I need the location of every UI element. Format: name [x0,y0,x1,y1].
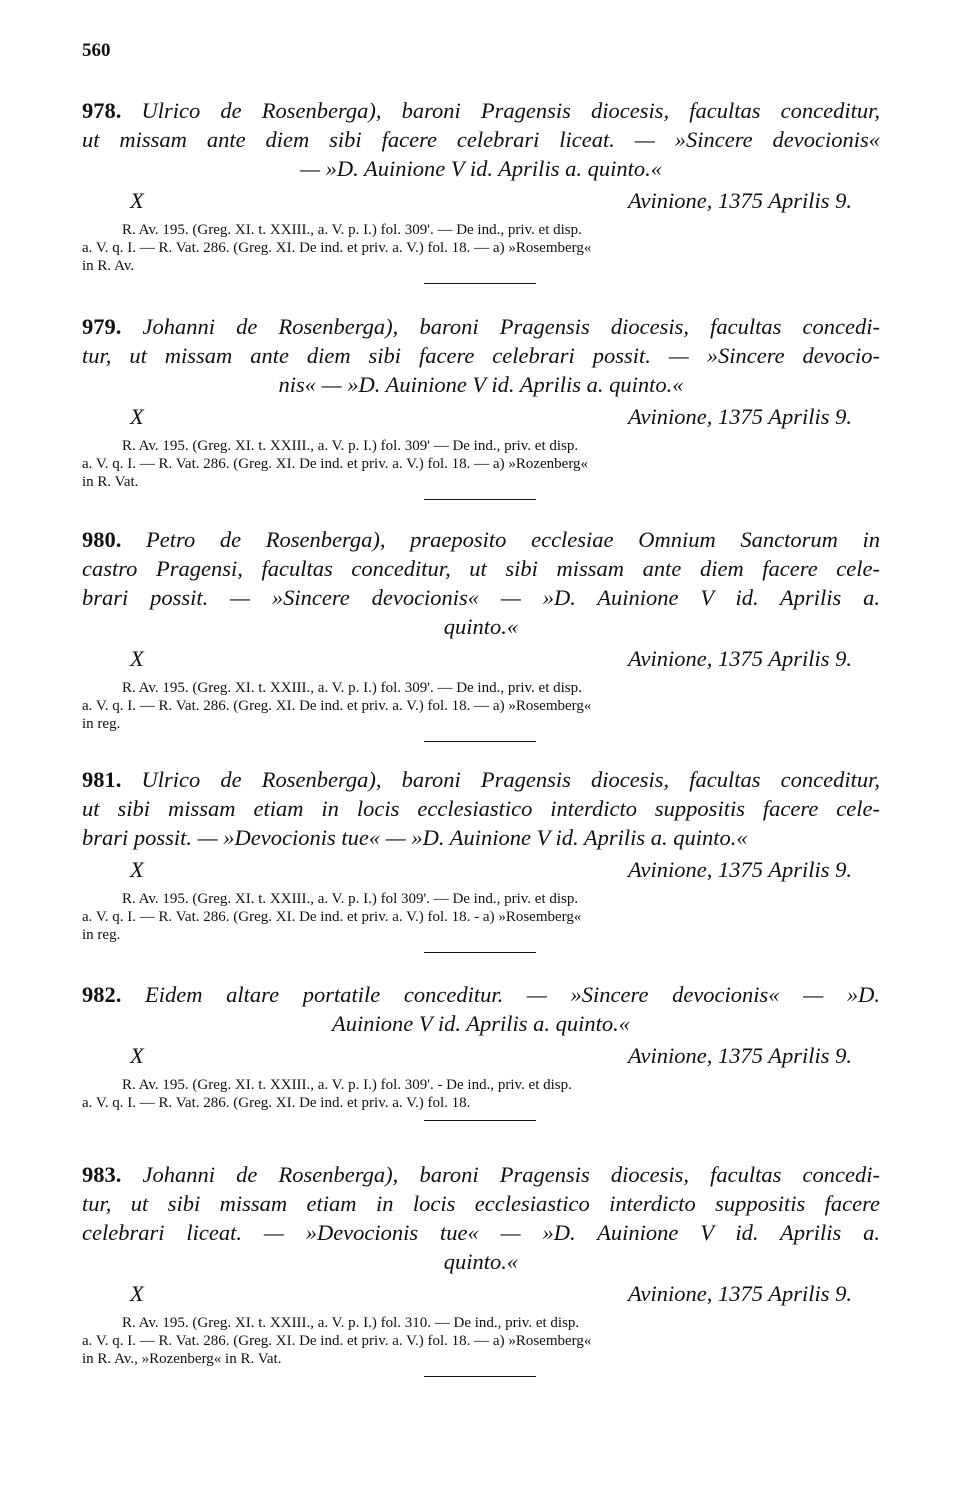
entry [82,525,880,742]
entry [82,765,880,953]
entry-note-line: R. Av. 195. (Greg. XI. t. XXIII., a. V. p. I.) fol. 309'. - De ind., priv. et disp. [122,1077,572,1093]
separator-rule [424,1376,536,1377]
entry-notes [82,890,880,944]
entry-text: ut missam ante diem sibi facere celebrari liceat. — »Sincere devocionis« [82,127,880,152]
entry-text: Johanni de Rosenberga), baroni Pragensis diocesis, facultas concedi- [142,314,881,339]
entry-centered-line: nis« — »D. Auinione V id. Aprilis a. quinto.« [278,372,684,397]
entry-centered-line: quinto.« [443,1249,519,1274]
entry-text: ut sibi missam etiam in locis ecclesiastico interdicto suppositis facere cele- [82,796,880,821]
entry-notes [82,1314,880,1368]
entry-number: 983. [82,1162,122,1187]
entry-text: castro Pragensi, facultas conceditur, ut sibi missam ante diem facere cele- [82,556,880,581]
entry-mark: X [130,646,144,671]
entry-text: brari possit. — »Devocionis tue« — »D. Auinione V id. Aprilis a. quinto.« [82,825,748,850]
entry-text: Eidem altare portatile conceditur. — »Sincere devocionis« — »D. [145,982,880,1007]
entry-text-line [82,1218,880,1247]
separator-rule [424,1120,536,1121]
entry-text-line [82,525,880,554]
entry-centered-line: Auinione V id. Aprilis a. quinto.« [332,1011,630,1036]
entry-note-line: a. V. q. I. — R. Vat. 286. (Greg. XI. De ind. et priv. a. V.) fol. 18. [82,1095,471,1111]
entry-place-date: Avinione, 1375 Aprilis 9. [628,1281,852,1306]
entry-heading [82,765,880,852]
entry-note-line: a. V. q. I. — R. Vat. 286. (Greg. XI. De ind. et priv. a. V.) fol. 18. — a) »Rozenberg« [82,456,589,472]
entry-note-line: in R. Av., »Rozenberg« in R. Vat. [82,1351,282,1367]
entry-number: 980. [82,527,122,552]
entry-text: Johanni de Rosenberga), baroni Pragensis diocesis, facultas concedi- [142,1162,881,1187]
page-number: 560 [82,40,111,61]
entry-note-line: a. V. q. I. — R. Vat. 286. (Greg. XI. De ind. et priv. a. V.) fol. 18. — a) »Rosemberg« [82,240,592,256]
separator-rule [424,283,536,284]
entry-place-date: Avinione, 1375 Aprilis 9. [628,188,852,213]
entry-text-line [82,1160,880,1189]
entry-note-line: R. Av. 195. (Greg. XI. t. XXIII., a. V. p. I.) fol. 310. — De ind., priv. et disp. [122,1315,580,1331]
entry-note-line: R. Av. 195. (Greg. XI. t. XXIII., a. V. p. I.) fol. 309' — De ind., priv. et disp. [122,438,579,454]
entry [82,1160,880,1377]
entry-note-line: in R. Vat. [82,474,139,490]
separator-rule [424,952,536,953]
entry-number: 978. [82,98,122,123]
entry-text-line [82,980,880,1009]
entry-heading [82,525,880,641]
entry-notes [82,679,880,733]
entry-dateline [82,645,880,673]
entry-dateline [82,856,880,884]
entry-dateline [82,187,880,215]
entry-centered-line: quinto.« [443,614,519,639]
entry-notes [82,221,880,275]
entry-text: Ulrico de Rosenberga), baroni Pragensis diocesis, facultas conceditur, [141,98,880,123]
entry-dateline [82,1280,880,1308]
entry [82,312,880,500]
entry-text-line [82,341,880,370]
entry-text-line [82,794,880,823]
entry-place-date: Avinione, 1375 Aprilis 9. [628,404,852,429]
entry-heading [82,96,880,183]
separator-rule [424,741,536,742]
entry-text: celebrari liceat. — »Devocionis tue« — »D. Auinione V id. Aprilis a. [82,1220,880,1245]
separator-rule [424,499,536,500]
entry-heading [82,1160,880,1276]
entry-text: Ulrico de Rosenberga), baroni Pragensis diocesis, facultas conceditur, [141,767,880,792]
entry-text: Petro de Rosenberga), praeposito ecclesiae Omnium Sanctorum in [146,527,881,552]
entry-place-date: Avinione, 1375 Aprilis 9. [628,1043,852,1068]
entry-number: 981. [82,767,122,792]
entry-text: tur, ut sibi missam etiam in locis ecclesiastico interdicto suppositis facere [82,1191,880,1216]
entry-number: 979. [82,314,122,339]
entry-note-line: R. Av. 195. (Greg. XI. t. XXIII., a. V. p. I.) fol. 309'. — De ind., priv. et disp. [122,680,582,696]
entry-note-line: R. Av. 195. (Greg. XI. t. XXIII., a. V. p. I.) fol. 309'. — De ind., priv. et disp. [122,222,582,238]
entry-text-line [82,554,880,583]
entry-text-line [82,823,880,852]
entry-note-line: in R. Av. [82,258,135,274]
entry-place-date: Avinione, 1375 Aprilis 9. [628,646,852,671]
entry-dateline [82,1042,880,1070]
entry-centered-line: — »D. Auinione V id. Aprilis a. quinto.« [300,156,662,181]
entry [82,96,880,284]
entry [82,980,880,1121]
entry-dateline [82,403,880,431]
entry-text-line [82,125,880,154]
entry-note-line: a. V. q. I. — R. Vat. 286. (Greg. XI. De ind. et priv. a. V.) fol. 18. — a) »Rosemberg« [82,698,592,714]
entry-text-line [82,1189,880,1218]
entry-text-line [82,765,880,794]
entry-note-line: a. V. q. I. — R. Vat. 286. (Greg. XI. De ind. et priv. a. V.) fol. 18. - a) »Rosemberg« [82,909,582,925]
entry-mark: X [130,857,144,882]
entry-note-line: R. Av. 195. (Greg. XI. t. XXIII., a. V. p. I.) fol 309'. — De ind., priv. et disp. [122,891,579,907]
entry-text: brari possit. — »Sincere devocionis« — »D. Auinione V id. Aprilis a. [82,585,880,610]
entry-mark: X [130,404,144,429]
entry-text-line [82,583,880,612]
entry-heading [82,312,880,399]
entry-note-line: in reg. [82,927,121,943]
entry-number: 982. [82,982,122,1007]
entry-notes [82,1076,880,1112]
entry-text-line [82,96,880,125]
entry-place-date: Avinione, 1375 Aprilis 9. [628,857,852,882]
entry-text: tur, ut missam ante diem sibi facere celebrari possit. — »Sincere devocio- [82,343,880,368]
entry-text-line [82,312,880,341]
entry-mark: X [130,1043,144,1068]
entry-mark: X [130,188,144,213]
entry-note-line: a. V. q. I. — R. Vat. 286. (Greg. XI. De ind. et priv. a. V.) fol. 18. — a) »Rosemberg« [82,1333,592,1349]
entry-mark: X [130,1281,144,1306]
entry-notes [82,437,880,491]
entry-note-line: in reg. [82,716,121,732]
entry-heading [82,980,880,1038]
